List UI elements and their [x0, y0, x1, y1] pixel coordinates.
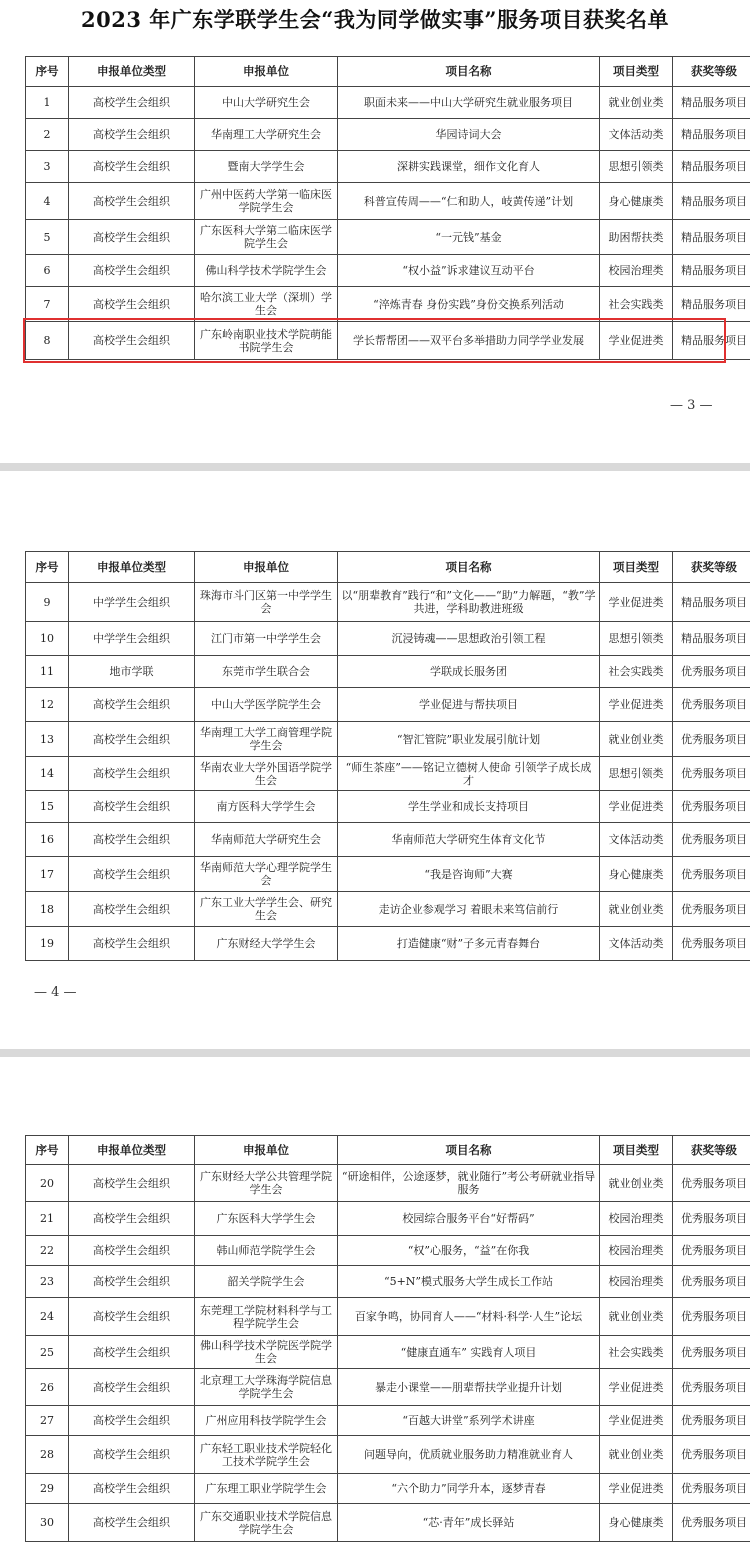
table-row [26, 1165, 750, 1202]
unit-cell: 广州应用科技学院学生会 [195, 1406, 338, 1436]
award-cell: 优秀服务项目 [673, 823, 750, 857]
unit-cell: 广东理工职业学院学生会 [195, 1474, 338, 1504]
header-unit: 申报单位 [195, 552, 338, 583]
project-cell: “百越大讲堂”系列学术讲座 [338, 1406, 600, 1436]
award-cell: 优秀服务项目 [673, 1165, 750, 1202]
unit-cell: 华南师范大学研究生会 [195, 823, 338, 857]
award-cell: 优秀服务项目 [673, 1436, 750, 1474]
project-cell: 职面未来——中山大学研究生就业服务项目 [338, 87, 600, 119]
index-cell: 28 [26, 1436, 69, 1474]
unit-cell: 广东岭南职业技术学院萌能书院学生会 [195, 322, 338, 360]
header-unit: 申报单位 [195, 57, 338, 87]
project-cell: “健康直通车” 实践育人项目 [338, 1336, 600, 1369]
unit-cell: 广东财经大学学生会 [195, 927, 338, 961]
award-cell: 优秀服务项目 [673, 1266, 750, 1298]
page-separator [0, 1049, 750, 1057]
award-table-page-3 [25, 56, 750, 360]
unit-cell: 广东工业大学学生会、研究生会 [195, 892, 338, 927]
header-category: 项目类型 [600, 57, 673, 87]
project-cell: “我是咨询师”大赛 [338, 857, 600, 892]
category-cell: 身心健康类 [600, 857, 673, 892]
index-cell: 30 [26, 1504, 69, 1542]
project-cell: “权小益”诉求建议互动平台 [338, 255, 600, 287]
header-index: 序号 [26, 57, 69, 87]
table-row [26, 322, 750, 360]
index-cell: 8 [26, 322, 69, 360]
category-cell: 身心健康类 [600, 1504, 673, 1542]
category-cell: 社会实践类 [600, 1336, 673, 1369]
project-cell: “一元钱”基金 [338, 220, 600, 255]
project-cell: 学业促进与帮扶项目 [338, 688, 600, 722]
unit-type-cell: 高校学生会组织 [69, 857, 195, 892]
header-unit-type: 申报单位类型 [69, 57, 195, 87]
unit-cell: 华南农业大学外国语学院学生会 [195, 757, 338, 791]
table-row [26, 119, 750, 151]
unit-type-cell: 高校学生会组织 [69, 1406, 195, 1436]
unit-type-cell: 高校学生会组织 [69, 1165, 195, 1202]
category-cell: 学业促进类 [600, 791, 673, 823]
table-row [26, 927, 750, 961]
award-cell: 精品服务项目 [673, 87, 750, 119]
unit-type-cell: 高校学生会组织 [69, 1236, 195, 1266]
category-cell: 社会实践类 [600, 656, 673, 688]
award-cell: 精品服务项目 [673, 622, 750, 656]
index-cell: 13 [26, 722, 69, 757]
index-cell: 21 [26, 1202, 69, 1236]
project-cell: “师生茶座”——铭记立德树人使命 引领学子成长成才 [338, 757, 600, 791]
project-cell: “权”心服务，“益”在你我 [338, 1236, 600, 1266]
index-cell: 23 [26, 1266, 69, 1298]
award-cell: 精品服务项目 [673, 583, 750, 622]
table-row [26, 220, 750, 255]
index-cell: 9 [26, 583, 69, 622]
table-row [26, 823, 750, 857]
table-row [26, 1202, 750, 1236]
header-unit: 申报单位 [195, 1136, 338, 1165]
table-row [26, 287, 750, 322]
unit-type-cell: 高校学生会组织 [69, 119, 195, 151]
award-cell: 优秀服务项目 [673, 892, 750, 927]
table-row [26, 1474, 750, 1504]
index-cell: 22 [26, 1236, 69, 1266]
table-row [26, 1406, 750, 1436]
table-row [26, 583, 750, 622]
project-cell: 百家争鸣，协同育人——“材料·科学·人生”论坛 [338, 1298, 600, 1336]
category-cell: 就业创业类 [600, 722, 673, 757]
unit-type-cell: 高校学生会组织 [69, 1298, 195, 1336]
project-cell: “淬炼青春 身份实践”身份交换系列活动 [338, 287, 600, 322]
award-cell: 优秀服务项目 [673, 1504, 750, 1542]
unit-type-cell: 高校学生会组织 [69, 1202, 195, 1236]
table-row [26, 722, 750, 757]
project-cell: 走访企业参观学习 着眼未来笃信前行 [338, 892, 600, 927]
category-cell: 文体活动类 [600, 823, 673, 857]
award-cell: 精品服务项目 [673, 322, 750, 360]
unit-cell: 中山大学医学院学生会 [195, 688, 338, 722]
header-category: 项目类型 [600, 552, 673, 583]
category-cell: 学业促进类 [600, 1406, 673, 1436]
unit-type-cell: 高校学生会组织 [69, 757, 195, 791]
table-row [26, 892, 750, 927]
category-cell: 学业促进类 [600, 583, 673, 622]
category-cell: 就业创业类 [600, 87, 673, 119]
unit-type-cell: 高校学生会组织 [69, 322, 195, 360]
table-row [26, 151, 750, 183]
award-cell: 优秀服务项目 [673, 688, 750, 722]
award-cell: 精品服务项目 [673, 287, 750, 322]
category-cell: 学业促进类 [600, 688, 673, 722]
category-cell: 身心健康类 [600, 183, 673, 220]
unit-type-cell: 高校学生会组织 [69, 722, 195, 757]
award-cell: 优秀服务项目 [673, 1336, 750, 1369]
index-cell: 27 [26, 1406, 69, 1436]
unit-cell: 广州中医药大学第一临床医学院学生会 [195, 183, 338, 220]
project-cell: “智汇管院”职业发展引航计划 [338, 722, 600, 757]
header-row [26, 552, 750, 583]
project-cell: “研途相伴，公途逐梦，就业随行”考公考研就业指导服务 [338, 1165, 600, 1202]
index-cell: 25 [26, 1336, 69, 1369]
header-project: 项目名称 [338, 57, 600, 87]
table-row [26, 1336, 750, 1369]
category-cell: 学业促进类 [600, 1369, 673, 1406]
unit-type-cell: 中学学生会组织 [69, 622, 195, 656]
table-row [26, 1298, 750, 1336]
unit-type-cell: 高校学生会组织 [69, 1336, 195, 1369]
category-cell: 学业促进类 [600, 1474, 673, 1504]
table-row [26, 1369, 750, 1406]
award-cell: 优秀服务项目 [673, 927, 750, 961]
index-cell: 24 [26, 1298, 69, 1336]
unit-cell: 东莞理工学院材料科学与工程学院学生会 [195, 1298, 338, 1336]
index-cell: 5 [26, 220, 69, 255]
unit-cell: 北京理工大学珠海学院信息学院学生会 [195, 1369, 338, 1406]
unit-type-cell: 高校学生会组织 [69, 823, 195, 857]
category-cell: 文体活动类 [600, 119, 673, 151]
page-separator [0, 463, 750, 471]
unit-type-cell: 高校学生会组织 [69, 255, 195, 287]
unit-cell: 广东医科大学第二临床医学院学生会 [195, 220, 338, 255]
category-cell: 社会实践类 [600, 287, 673, 322]
unit-cell: 暨南大学学生会 [195, 151, 338, 183]
project-cell: 科普宣传周——“仁和助人，岐黄传递”计划 [338, 183, 600, 220]
unit-type-cell: 高校学生会组织 [69, 1474, 195, 1504]
header-category: 项目类型 [600, 1136, 673, 1165]
category-cell: 就业创业类 [600, 892, 673, 927]
project-cell: 学长帮帮团——双平台多举措助力同学学业发展 [338, 322, 600, 360]
category-cell: 思想引领类 [600, 757, 673, 791]
project-cell: 问题导向，优质就业服务助力精准就业育人 [338, 1436, 600, 1474]
category-cell: 校园治理类 [600, 255, 673, 287]
unit-cell: 东莞市学生联合会 [195, 656, 338, 688]
index-cell: 6 [26, 255, 69, 287]
header-row [26, 1136, 750, 1165]
unit-cell: 江门市第一中学学生会 [195, 622, 338, 656]
unit-type-cell: 高校学生会组织 [69, 151, 195, 183]
award-cell: 优秀服务项目 [673, 1474, 750, 1504]
award-cell: 优秀服务项目 [673, 1202, 750, 1236]
table-row [26, 791, 750, 823]
unit-type-cell: 高校学生会组织 [69, 892, 195, 927]
unit-type-cell: 高校学生会组织 [69, 1436, 195, 1474]
award-table-page-5 [25, 1135, 750, 1542]
category-cell: 学业促进类 [600, 322, 673, 360]
project-cell: 校园综合服务平台“好帮码” [338, 1202, 600, 1236]
index-cell: 3 [26, 151, 69, 183]
award-cell: 精品服务项目 [673, 255, 750, 287]
table-row [26, 688, 750, 722]
award-cell: 优秀服务项目 [673, 1236, 750, 1266]
award-cell: 优秀服务项目 [673, 857, 750, 892]
category-cell: 就业创业类 [600, 1165, 673, 1202]
table-row [26, 622, 750, 656]
unit-type-cell: 高校学生会组织 [69, 287, 195, 322]
category-cell: 文体活动类 [600, 927, 673, 961]
index-cell: 29 [26, 1474, 69, 1504]
unit-cell: 韶关学院学生会 [195, 1266, 338, 1298]
index-cell: 26 [26, 1369, 69, 1406]
award-cell: 精品服务项目 [673, 220, 750, 255]
award-cell: 优秀服务项目 [673, 791, 750, 823]
unit-cell: 华南理工大学研究生会 [195, 119, 338, 151]
project-cell: “芯·青年”成长驿站 [338, 1504, 600, 1542]
document-title: 2023 年广东学联学生会“我为同学做实事”服务项目获奖名单 [81, 7, 669, 32]
category-cell: 校园治理类 [600, 1202, 673, 1236]
category-cell: 就业创业类 [600, 1436, 673, 1474]
header-index: 序号 [26, 1136, 69, 1165]
unit-cell: 广东交通职业技术学院信息学院学生会 [195, 1504, 338, 1542]
unit-cell: 广东医科大学学生会 [195, 1202, 338, 1236]
award-cell: 优秀服务项目 [673, 656, 750, 688]
table-row [26, 1236, 750, 1266]
page-number: — 4 — [34, 985, 77, 1000]
category-cell: 思想引领类 [600, 622, 673, 656]
project-cell: 学生学业和成长支持项目 [338, 791, 600, 823]
unit-cell: 广东轻工职业技术学院轻化工技术学院学生会 [195, 1436, 338, 1474]
unit-cell: 南方医科大学学生会 [195, 791, 338, 823]
table-row [26, 255, 750, 287]
unit-cell: 华南师范大学心理学院学生会 [195, 857, 338, 892]
project-cell: 华南师范大学研究生体育文化节 [338, 823, 600, 857]
page-number: — 3 — [670, 398, 713, 413]
unit-type-cell: 高校学生会组织 [69, 791, 195, 823]
table-row [26, 1436, 750, 1474]
award-cell: 优秀服务项目 [673, 1406, 750, 1436]
index-cell: 15 [26, 791, 69, 823]
unit-type-cell: 高校学生会组织 [69, 1369, 195, 1406]
header-unit-type: 申报单位类型 [69, 1136, 195, 1165]
unit-type-cell: 高校学生会组织 [69, 688, 195, 722]
project-cell: 学联成长服务团 [338, 656, 600, 688]
index-cell: 10 [26, 622, 69, 656]
project-cell: 暴走小课堂——朋辈帮扶学业提升计划 [338, 1369, 600, 1406]
unit-type-cell: 中学学生会组织 [69, 583, 195, 622]
award-cell: 优秀服务项目 [673, 722, 750, 757]
index-cell: 19 [26, 927, 69, 961]
header-award: 获奖等级 [673, 552, 750, 583]
award-cell: 优秀服务项目 [673, 757, 750, 791]
award-cell: 优秀服务项目 [673, 1369, 750, 1406]
table-row [26, 1266, 750, 1298]
project-cell: 深耕实践课堂，细作文化育人 [338, 151, 600, 183]
header-award: 获奖等级 [673, 1136, 750, 1165]
header-row [26, 57, 750, 87]
unit-type-cell: 地市学联 [69, 656, 195, 688]
index-cell: 16 [26, 823, 69, 857]
header-unit-type: 申报单位类型 [69, 552, 195, 583]
index-cell: 2 [26, 119, 69, 151]
unit-type-cell: 高校学生会组织 [69, 927, 195, 961]
index-cell: 11 [26, 656, 69, 688]
award-cell: 精品服务项目 [673, 183, 750, 220]
index-cell: 18 [26, 892, 69, 927]
project-cell: 华园诗词大会 [338, 119, 600, 151]
category-cell: 校园治理类 [600, 1266, 673, 1298]
unit-cell: 韩山师范学院学生会 [195, 1236, 338, 1266]
category-cell: 助困帮扶类 [600, 220, 673, 255]
project-cell: 以“朋辈教育”践行“和”文化——“助”力解题，“教”学共进，学科助教进班级 [338, 583, 600, 622]
table-row [26, 1504, 750, 1542]
category-cell: 就业创业类 [600, 1298, 673, 1336]
index-cell: 20 [26, 1165, 69, 1202]
award-cell: 优秀服务项目 [673, 1298, 750, 1336]
unit-cell: 华南理工大学工商管理学院学生会 [195, 722, 338, 757]
unit-type-cell: 高校学生会组织 [69, 183, 195, 220]
project-cell: “5+N”模式服务大学生成长工作站 [338, 1266, 600, 1298]
unit-cell: 中山大学研究生会 [195, 87, 338, 119]
header-project: 项目名称 [338, 552, 600, 583]
index-cell: 7 [26, 287, 69, 322]
unit-cell: 珠海市斗门区第一中学学生会 [195, 583, 338, 622]
award-cell: 精品服务项目 [673, 151, 750, 183]
table-row [26, 87, 750, 119]
unit-cell: 佛山科学技术学院医学院学生会 [195, 1336, 338, 1369]
project-cell: “六个助力”同学升本，逐梦青春 [338, 1474, 600, 1504]
award-table-page-4 [25, 551, 750, 961]
table-row [26, 857, 750, 892]
table-row [26, 757, 750, 791]
table-row [26, 183, 750, 220]
table-row [26, 656, 750, 688]
index-cell: 12 [26, 688, 69, 722]
unit-type-cell: 高校学生会组织 [69, 220, 195, 255]
project-cell: 打造健康“财”子多元青春舞台 [338, 927, 600, 961]
index-cell: 4 [26, 183, 69, 220]
header-award: 获奖等级 [673, 57, 750, 87]
header-index: 序号 [26, 552, 69, 583]
unit-cell: 哈尔滨工业大学（深圳）学生会 [195, 287, 338, 322]
index-cell: 1 [26, 87, 69, 119]
header-project: 项目名称 [338, 1136, 600, 1165]
category-cell: 校园治理类 [600, 1236, 673, 1266]
unit-cell: 佛山科学技术学院学生会 [195, 255, 338, 287]
award-cell: 精品服务项目 [673, 119, 750, 151]
index-cell: 17 [26, 857, 69, 892]
category-cell: 思想引领类 [600, 151, 673, 183]
project-cell: 沉浸铸魂——思想政治引领工程 [338, 622, 600, 656]
unit-type-cell: 高校学生会组织 [69, 1504, 195, 1542]
unit-type-cell: 高校学生会组织 [69, 87, 195, 119]
index-cell: 14 [26, 757, 69, 791]
unit-cell: 广东财经大学公共管理学院学生会 [195, 1165, 338, 1202]
unit-type-cell: 高校学生会组织 [69, 1266, 195, 1298]
